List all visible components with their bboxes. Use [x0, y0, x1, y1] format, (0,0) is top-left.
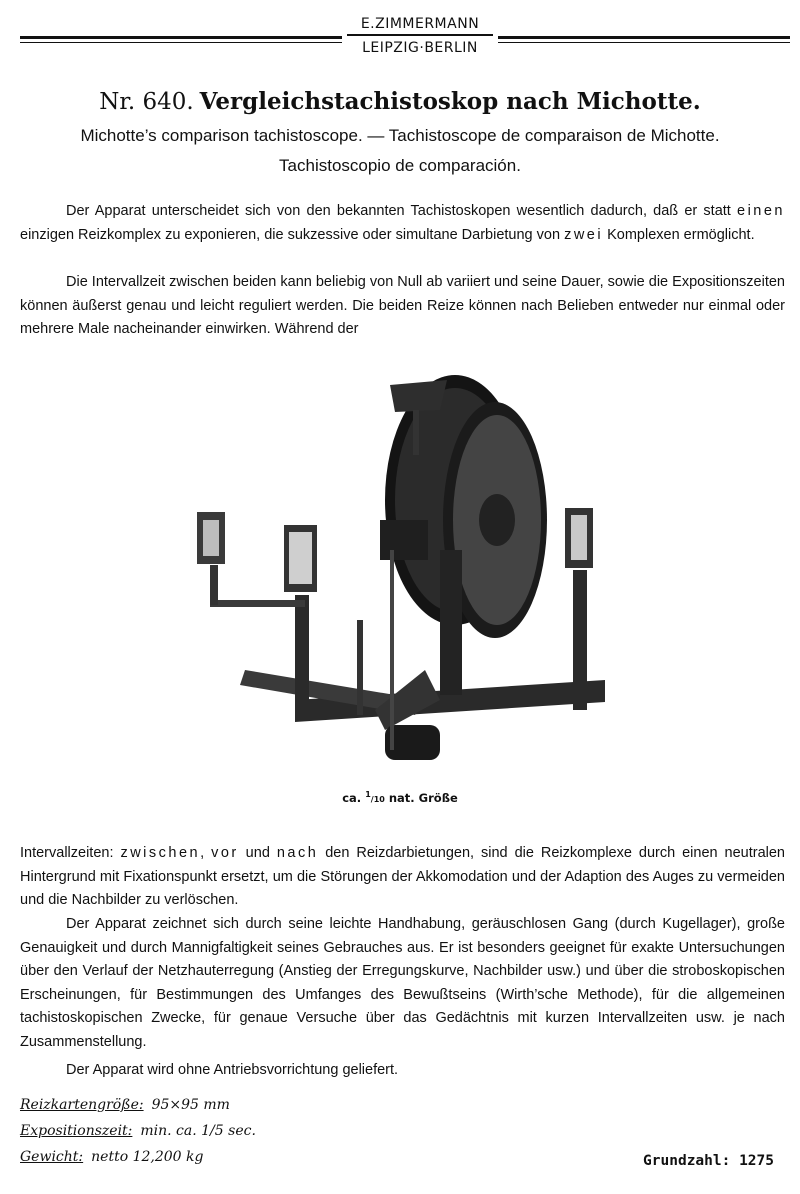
caption-suffix: nat. Größe [388, 790, 458, 805]
header-rule-left-thin [20, 42, 342, 43]
emphasis-einen: einen [737, 203, 785, 219]
base-price-number: Grundzahl: 1275 [643, 1153, 774, 1169]
text-run: und [238, 845, 277, 861]
spec-label: Gewicht: [20, 1149, 84, 1165]
emphasis-nach: nach [276, 845, 319, 861]
paragraph-features: Der Apparat zeichnet sich durch seine leichte Handhabung, geräuschlosen Gang (durch Kugellager), große Genauigkeit und durch Mannigfaltigkeit seines Gebrauches aus. Er ist besonders geeignet für exakte Untersuchungen über den Verlauf der Netzhauterregung (Anstieg der Erregungskurve, Nachbilder usw.) und über die stroboskopischen Erscheinungen, für Bestimmungen des Umfanges des Bewußtseins (Wirth’sche Methode), für die allgemeinen tachistoskopischen Zwecke, für genaue Versuche über das Gedächtnis mit kurzen Intervallzeiten usw. je nach Zusammenstellung. [20, 916, 785, 1050]
spec-label: Expositionszeit: [20, 1123, 133, 1139]
text-run: Intervallzeiten: [20, 845, 121, 861]
emphasis-zwischen: zwischen [120, 845, 201, 861]
publisher-name: E.ZIMMERMANN [347, 16, 493, 36]
spec-label: Reizkartengröße: [20, 1097, 144, 1113]
publisher-logo [347, 12, 493, 62]
tachistoscope-illustration [185, 370, 625, 782]
subtitle-translations: Michotte’s comparison tachistoscope. — Tachistoscope de comparaison de Michotte. [80, 126, 720, 145]
caption-fraction-denominator: /10 [370, 794, 385, 804]
publisher-cities: LEIPZIG·BERLIN [362, 40, 478, 56]
spec-exposure-time [20, 1118, 580, 1144]
text-run: den Reizdarbietungen, sind die Reizkomplexe durch einen neutralen Hintergrund mit Fixationspunkt ersetzt, um die Störungen der Akkomodation und der Adaption des Auges zu vermeiden und die Nachbilder zu verlöschen. [20, 845, 785, 909]
text-run: einzigen Reizkomplex zu exponieren, die sukzessive oder simultane Darbietung von [20, 226, 565, 243]
text-run: , [200, 845, 212, 861]
caption-prefix: ca. [342, 790, 362, 805]
paragraph-interval-times [20, 842, 785, 913]
paragraph-intro [20, 200, 785, 247]
spec-weight [20, 1144, 580, 1170]
header-rule-right-thin [498, 42, 790, 43]
caption-fraction-numerator: 1 [365, 790, 371, 799]
text-run: Komplexen ermöglicht. [603, 226, 755, 243]
catalog-number: Nr. 640. [99, 89, 194, 115]
emphasis-zwei: zwei [564, 226, 604, 243]
page-title [0, 88, 800, 115]
paragraph-interval: Die Intervallzeit zwischen beiden kann beliebig von Null ab variiert und seine Dauer, sowie die Expositionszeiten können äußerst genau und leicht reguliert werden. Die beiden Reize können nach Belieben entweder nur einmal oder mehrere Male nacheinander einwirken. Während der [20, 274, 785, 338]
specifications [20, 1092, 580, 1170]
figure-caption [0, 790, 800, 805]
spec-value: netto 12,200 kg [91, 1149, 204, 1165]
subtitle-spanish: Tachistoscopio de comparación. [279, 156, 521, 175]
spec-card-size [20, 1092, 580, 1118]
spec-value: min. ca. 1/5 sec. [140, 1123, 256, 1139]
header-rule-right [498, 36, 790, 39]
paragraph-delivery-note: Der Apparat wird ohne Antriebsvorrichtung geliefert. [66, 1062, 399, 1078]
spec-value: 95×95 mm [151, 1097, 230, 1113]
text-run: Der Apparat unterscheidet sich von den bekannten Tachistoskopen wesentlich dadurch, daß er statt [66, 203, 738, 219]
product-name: Vergleichstachistoskop nach Michotte. [199, 88, 701, 115]
header-rule-left [20, 36, 342, 39]
emphasis-vor: vor [211, 845, 239, 861]
page-header [20, 12, 790, 64]
